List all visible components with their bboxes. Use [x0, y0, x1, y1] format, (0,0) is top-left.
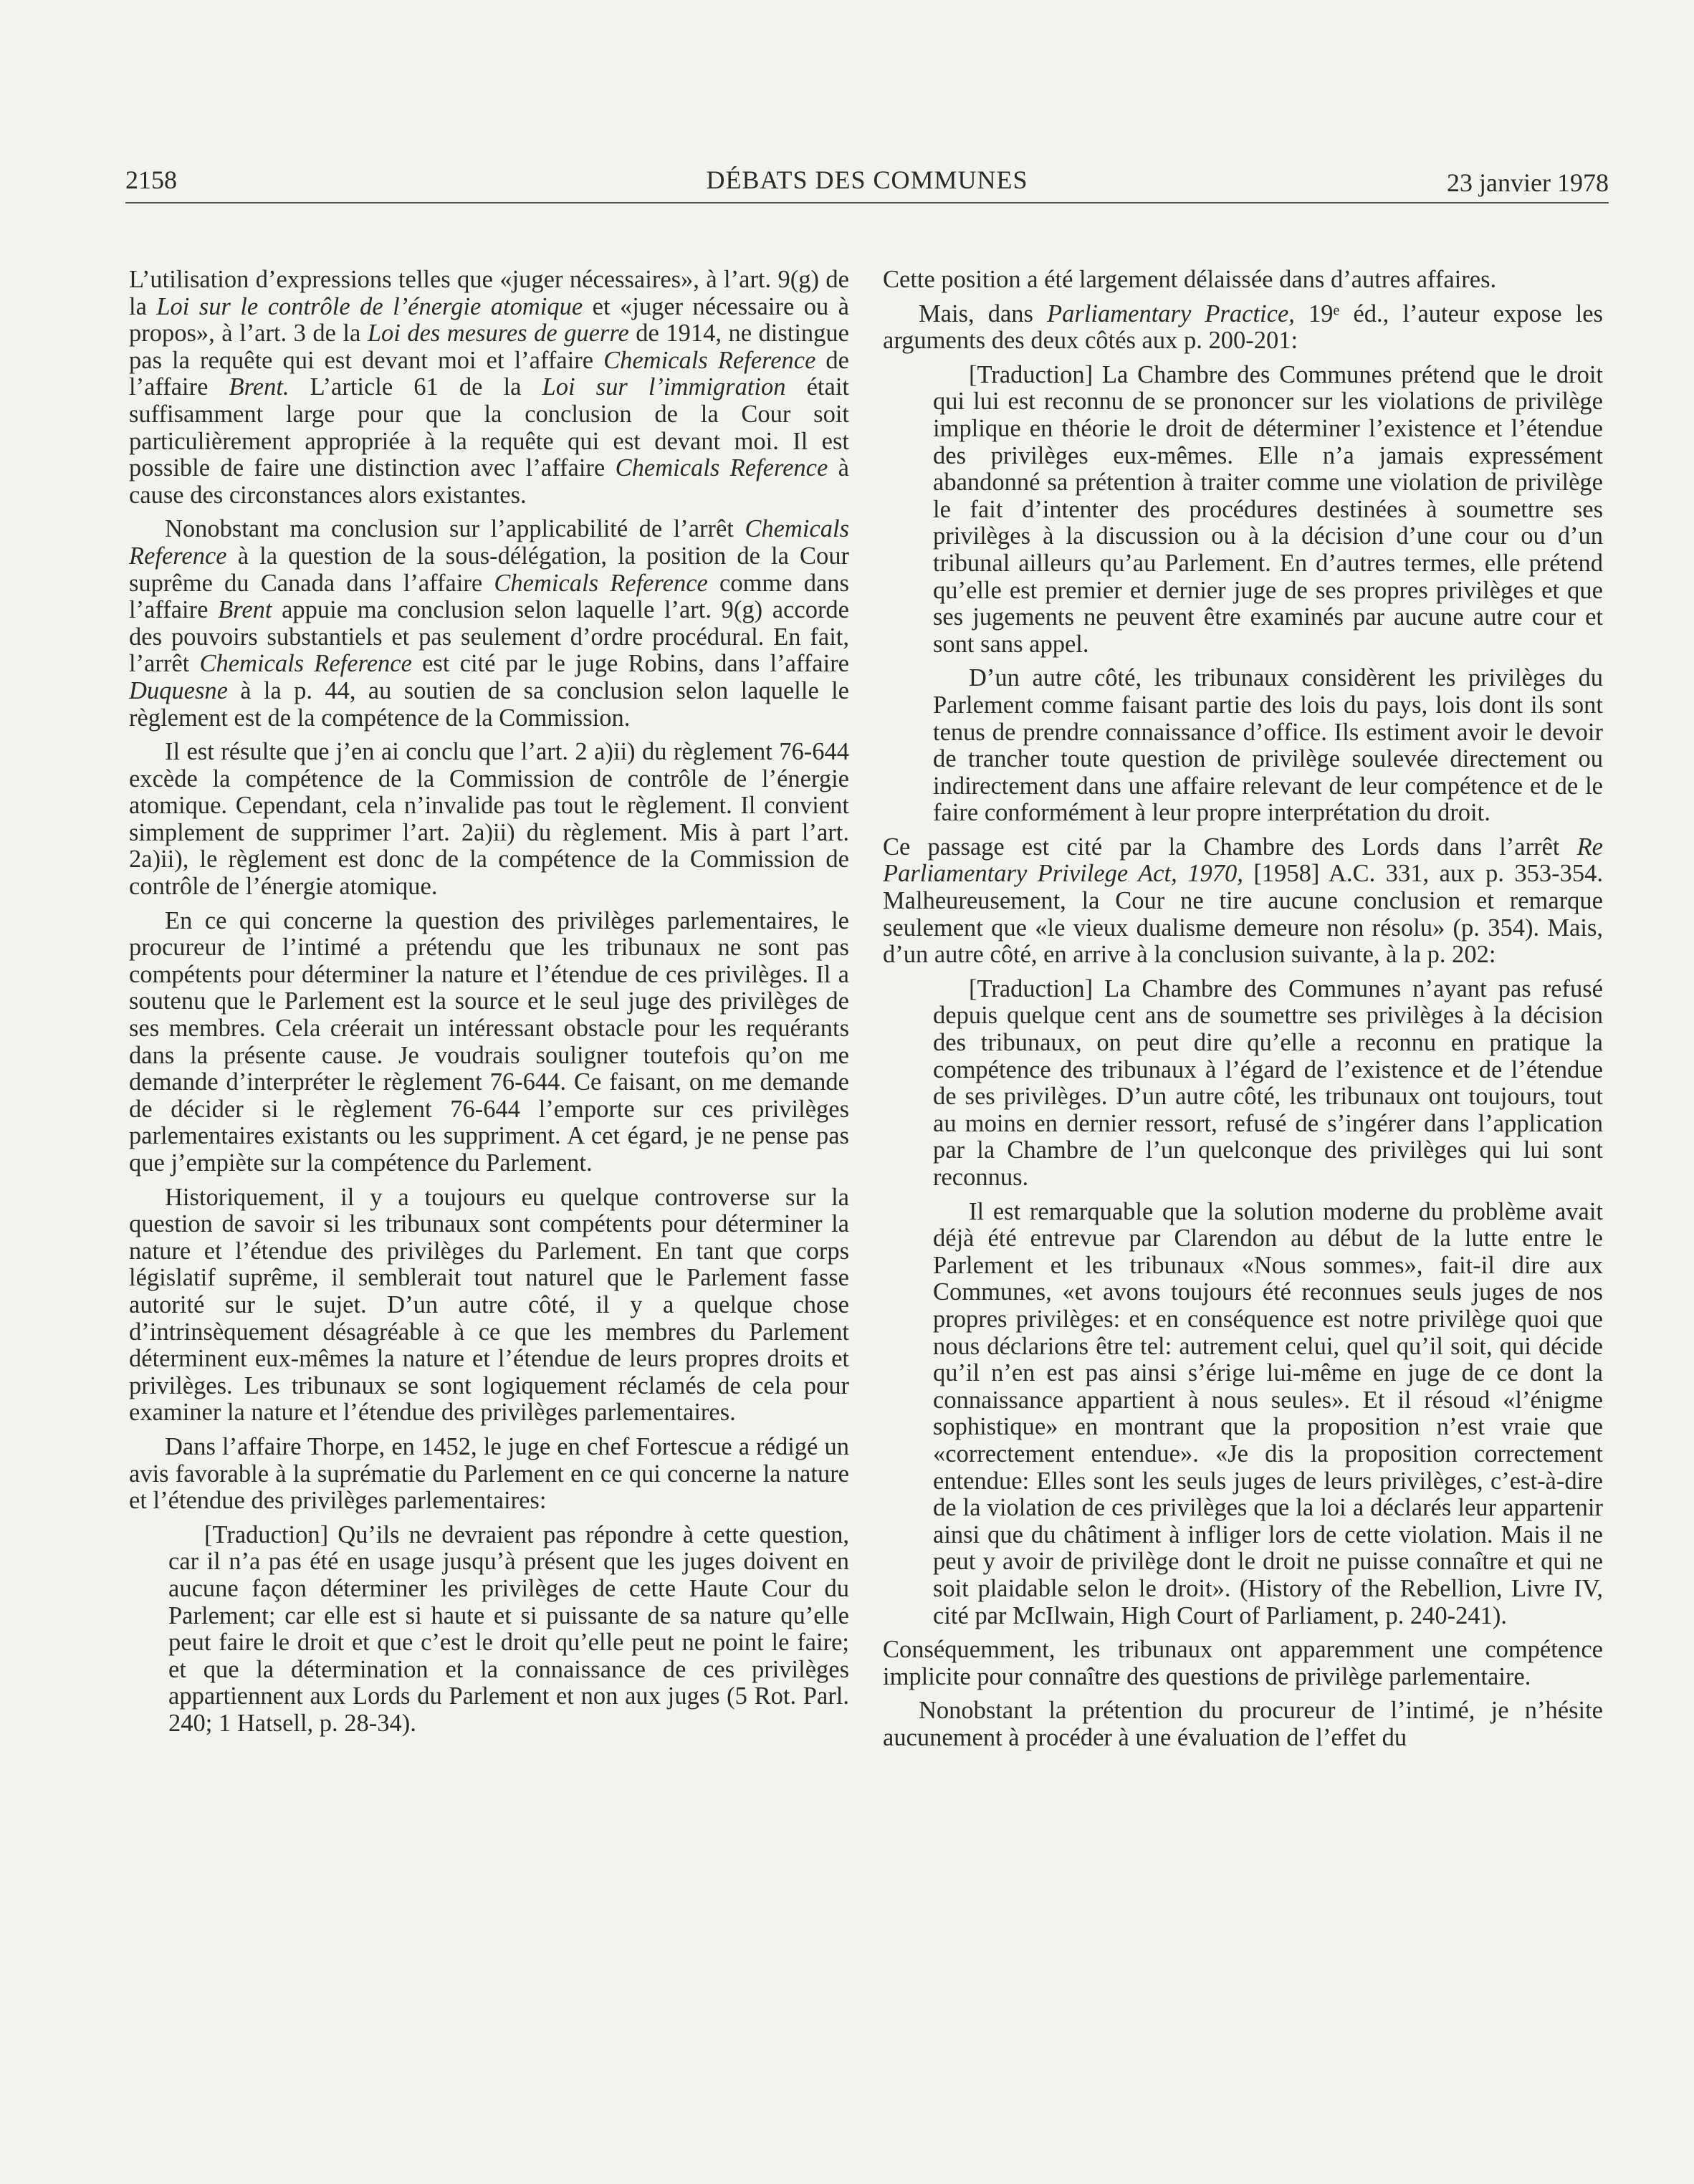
- issue-date: 23 janvier 1978: [1447, 168, 1609, 197]
- italic-text: Chemicals Reference: [129, 515, 849, 570]
- block-quote: [Traduction] Qu’ils ne devraient pas répondre à cette question, car il n’a pas été en usage jusqu’à présent que les juges doivent en aucune façon déterminer les privilèges de cette Haute Cour du Parlement; car elle est si haute et si puissante de sa nature qu’elle peut faire le droit et que c’est le droit qu’elle peut ne point le faire; et que la détermination et la connaissance de ces privilèges appartiennent aux Lords du Parlement et non aux juges (5 Rot. Parl. 240; 1 Hatsell, p. 28-34).: [168, 1520, 849, 1737]
- italic-text: Loi sur l’immigration: [542, 373, 786, 401]
- italic-text: Chemicals Reference: [494, 569, 708, 597]
- italic-text: Loi sur le contrôle de l’énergie atomique: [156, 292, 583, 320]
- italic-text: Brent.: [229, 373, 289, 401]
- italic-text: Loi des mesures de guerre: [367, 320, 629, 348]
- paragraph: Mais, dans Parliamentary Practice, 19ᵉ éd., l’auteur expose les arguments des deux côtés aux p. 200-201:: [883, 300, 1603, 355]
- page-number: 2158: [125, 166, 177, 194]
- paragraph: Dans l’affaire Thorpe, en 1452, le juge en chef Fortescue a rédigé un avis favorable à la suprématie du Parlement en ce qui concerne la nature et l’étendue des privilèges parlementaires:: [129, 1432, 849, 1515]
- italic-text: Re Parliamentary Privilege Act, 1970,: [883, 833, 1603, 888]
- italic-text: Duquesne: [129, 676, 228, 704]
- italic-text: Parliamentary Practice,: [1047, 300, 1295, 327]
- paragraph: Historiquement, il y a toujours eu quelque controverse sur la question de savoir si les tribunaux sont compétents pour déterminer la nature et l’étendue des privilèges du Parlement. En tant que corps législatif suprême, il semblerait tout naturel que le Parlement fasse autorité sur le sujet. D’un autre côté, il y a quelque chose d’intrinsèquement désagréable à ce que les membres du Parlement déterminent eux-mêmes la nature et l’étendue de leurs propres droits et privilèges. Les tribunaux se sont logiquement réclamés de cela pour examiner la nature et l’étendue des privilèges parlementaires.: [129, 1183, 849, 1427]
- right-column: [883, 267, 1603, 1758]
- paragraph: Ce passage est cité par la Chambre des Lords dans l’arrêt Re Parliamentary Privilege Act, 1970, [1958] A.C. 331, aux p. 353-354. Malheureusement, la Cour ne tire aucune conclusion et remarque seulement que «le vieux dualisme demeure non résolu» (p. 354). Mais, d’un autre côté, en arrive à la conclusion suivante, à la p. 202:: [883, 833, 1603, 969]
- block-quote: Il est remarquable que la solution moderne du problème avait déjà été entrevue par Clarendon au début de la lutte entre le Parlement et les tribunaux «Nous sommes», fait-il dire aux Communes, «et avons toujours été reconnues seuls juges de nos propres privilèges: et en conséquence est notre privilège quoi que nous déclarions être tel: autrement celui, quel qu’il soit, qui décide qu’il n’en est pas ainsi s’érige lui-même en juge de ce dont la connaissance appartient à nous seules». Et il résoud «l’énigme sophistique» en montrant que la proposition n’est vraie que «correctement entendue». «Je dis la proposition correctement entendue: Elles sont les seuls juges de leurs privilèges, c’est-à-dire de la violation de ces privilèges que la loi a déclarés leur appartenir ainsi que du châtiment à infliger lors de cette violation. Mais il ne peut y avoir de privilège dont le droit ne puisse connaître et qui ne soit plaidable selon le droit». (History of the Rebellion, Livre IV, cité par McIlwain, High Court of Parliament, p. 240-241).: [933, 1197, 1603, 1629]
- paragraph: Nonobstant ma conclusion sur l’applicabilité de l’arrêt Chemicals Reference à la question de la sous-délégation, la position de la Cour suprême du Canada dans l’affaire Chemicals Reference comme dans l’affaire Brent appuie ma conclusion selon laquelle l’art. 9(g) accorde des pouvoirs substantiels et pas seulement d’ordre procédural. En fait, l’arrêt Chemicals Reference est cité par le juge Robins, dans l’affaire Duquesne à la p. 44, au soutien de sa conclusion selon laquelle le règlement est de la compétence de la Commission.: [129, 515, 849, 732]
- italic-text: Chemicals Reference: [603, 346, 816, 374]
- paragraph: Cette position a été largement délaissée dans d’autres affaires.: [883, 266, 1497, 293]
- page-header: [125, 159, 1609, 203]
- italic-text: Chemicals Reference: [199, 650, 412, 678]
- paragraph: Il est résulte que j’en ai conclu que l’art. 2 a)ii) du règlement 76-644 excède la compétence de la Commission de contrôle de l’énergie atomique. Cependant, cela n’invalide pas tout le règlement. Il convient simplement de supprimer l’art. 2a)ii) du règlement. Mis à part l’art. 2a)ii), le règlement est donc de la compétence de la Commission de contrôle de l’énergie atomique.: [129, 738, 849, 901]
- paragraph: Nonobstant la prétention du procureur de l’intimé, je n’hésite aucunement à procéder à une évaluation de l’effet du: [883, 1697, 1603, 1751]
- paragraph: L’utilisation d’expressions telles que «juger nécessaires», à l’art. 9(g) de la Loi sur le contrôle de l’énergie atomique et «juger nécessaire ou à propos», à l’art. 3 de la Loi des mesures de guerre de 1914, ne distingue pas la requête qui est devant moi et l’affaire Chemicals Reference de l’affaire Brent. L’article 61 de la Loi sur l’immigration était suffisamment large pour que la conclusion de la Cour soit particulièrement appropriée à la requête qui est devant moi. Il est possible de faire une distinction avec l’affaire Chemicals Reference à cause des circonstances alors existantes.: [129, 266, 849, 509]
- journal-title: DÉBATS DES COMMUNES: [706, 166, 1028, 194]
- paragraph: Conséquemment, les tribunaux ont apparemment une compétence implicite pour connaître des questions de privilège parlementaire.: [883, 1636, 1603, 1690]
- block-quote: [Traduction] La Chambre des Communes prétend que le droit qui lui est reconnu de se prononcer sur les violations de privilège implique en théorie le droit de déterminer l’existence et l’étendue des privilèges eux-mêmes. Elle n’a jamais expressément abandonné sa prétention à traiter comme une violation de privilège le fait d’intenter des procédures destinées à soumettre ses privilèges à la discussion ou à la décision d’une cour ou d’un tribunal ailleurs qu’au Parlement. En d’autres termes, elle prétend qu’elle est premier et dernier juge de ses propres privilèges et que ses jugements ne peuvent être examinés par aucune autre cour et sont sans appel.: [933, 360, 1603, 658]
- block-quote: [Traduction] La Chambre des Communes n’ayant pas refusé depuis quelque cent ans de soumettre ses privilèges à la décision des tribunaux, on peut dire qu’elle a reconnu en pratique la compétence des tribunaux à l’égard de l’existence et de l’étendue de ses privilèges. D’un autre côté, les tribunaux ont toujours, tout au moins en dernier ressort, refusé de s’ingérer dans l’application par la Chambre de l’un quelconque des privilèges qui lui sont reconnus.: [933, 974, 1603, 1191]
- left-column: [129, 267, 849, 1744]
- block-quote: D’un autre côté, les tribunaux considèrent les privilèges du Parlement comme faisant partie des lois du pays, lois dont ils sont tenus de prendre connaissance d’office. Ils estiment avoir le devoir de trancher toute question de privilège soulevée directement ou indirectement dans une affaire relevant de leur compétence et de le faire conformément à leur propre interprétation du droit.: [933, 664, 1603, 827]
- italic-text: Brent: [218, 596, 272, 624]
- italic-text: Chemicals Reference: [615, 454, 828, 482]
- paragraph: En ce qui concerne la question des privilèges parlementaires, le procureur de l’intimé a prétendu que les tribunaux ne sont pas compétents pour déterminer la nature et l’étendue de ces privilèges. Il a soutenu que le Parlement est la source et le seul juge des privilèges de ses membres. Cela créerait un intéressant obstacle pour les requérants dans la présente cause. Je voudrais souligner toutefois qu’on me demande d’interpréter le règlement 76-644. Ce faisant, on me demande de décider si le règlement 76-644 l’emporte sur ces privilèges parlementaires existants ou les suppriment. A cet égard, je ne pense pas que j’empiète sur la compétence du Parlement.: [129, 906, 849, 1177]
